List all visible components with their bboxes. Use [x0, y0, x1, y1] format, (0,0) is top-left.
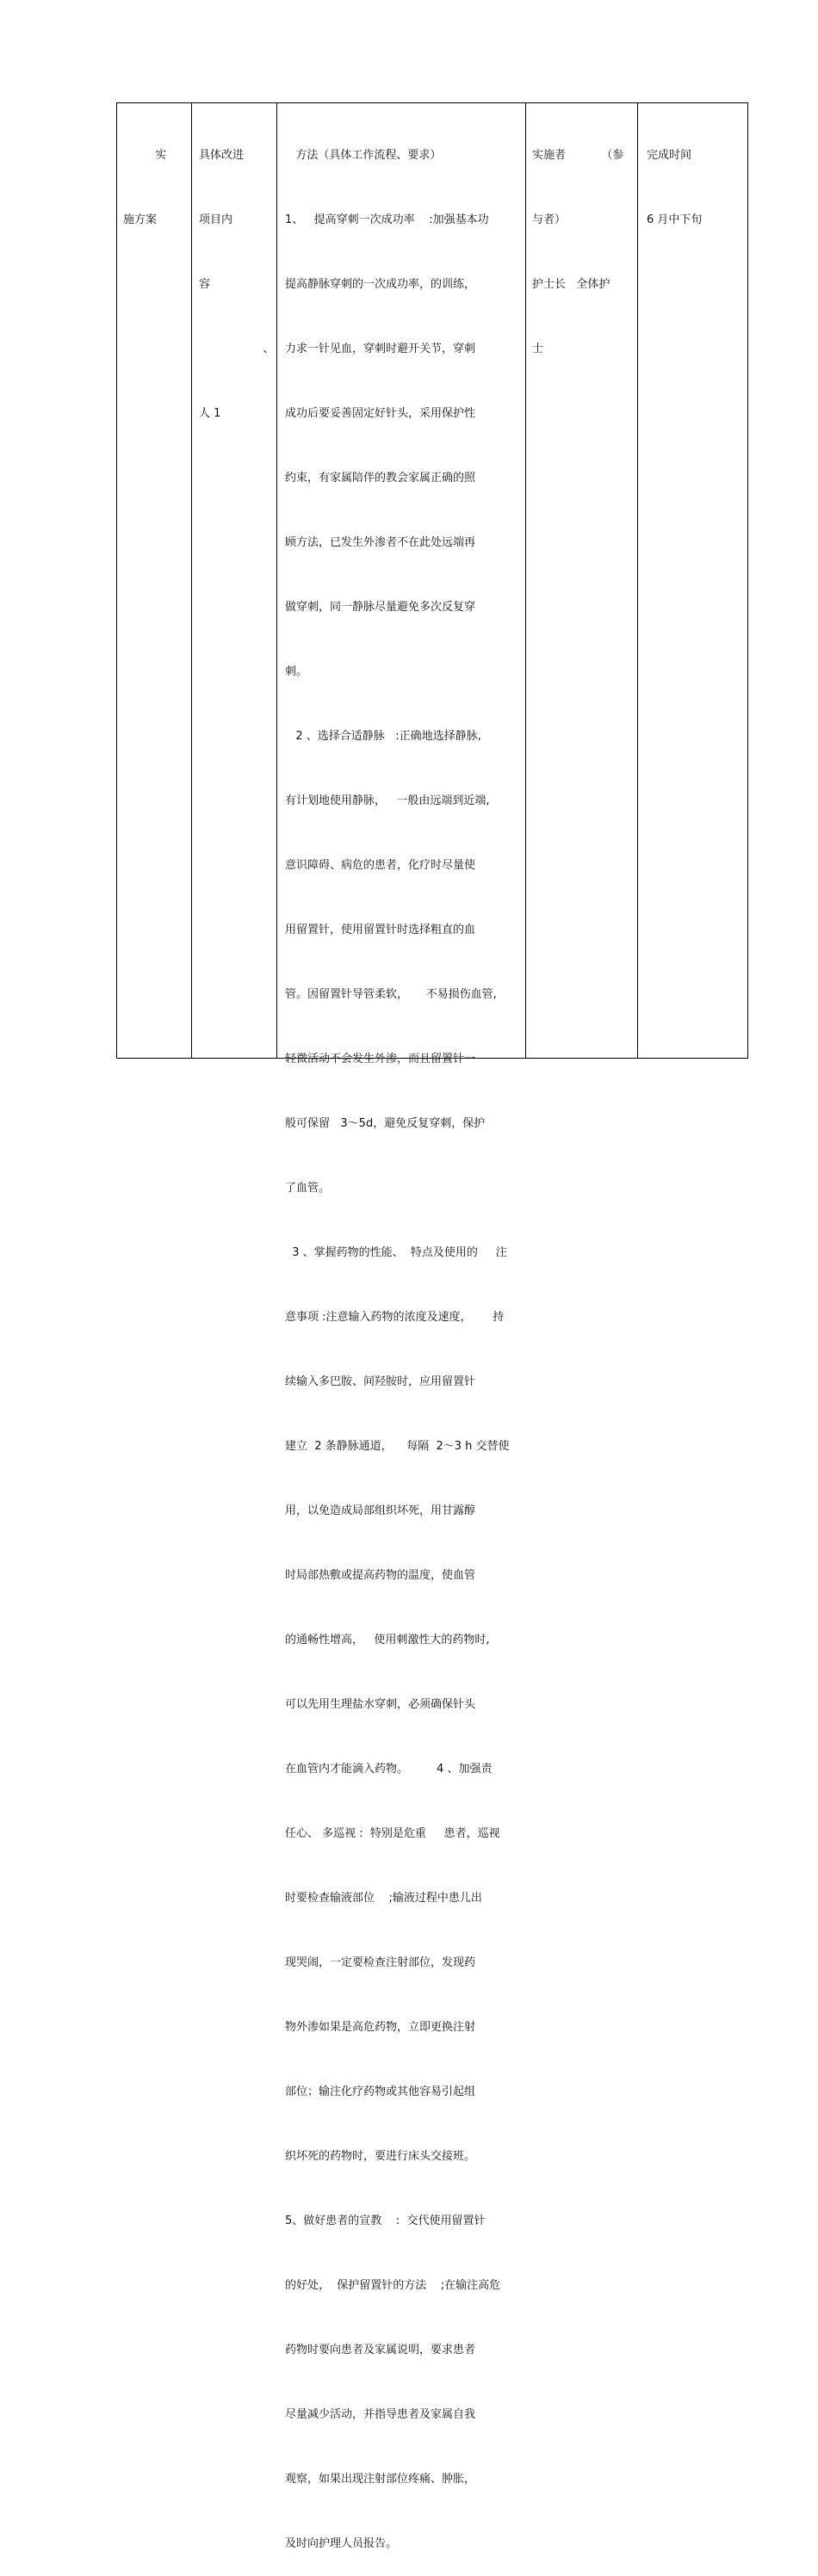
completion-time-line: 完成时间 [647, 149, 692, 162]
improvement-item-line: 项目内 [199, 213, 233, 226]
method-line: 约束，有家属陪伴的教会家属正确的照 [285, 472, 476, 485]
method-line: 可以先用生理盐水穿刺，必须确保针头 [285, 1698, 476, 1711]
method-line: 在血管内才能滴入药物。 4 、加强责 [285, 1763, 493, 1776]
method-line: 织坏死的药物时，要进行床头交接班。 [285, 2150, 476, 2163]
implementer-line: 实施者 （参 [532, 149, 624, 162]
method-line: 方法（具体工作流程、要求） [285, 149, 442, 162]
implementer-line: 护士长 全体护 [532, 278, 610, 291]
method-line: 管。因留置针导管柔软， 不易损伤血管, [285, 988, 497, 1001]
method-line: 的好处， 保护留置针的方法 ;在输注高危 [285, 2279, 501, 2292]
method-line: 3 、掌握药物的性能、 特点及使用的 注 [285, 1246, 507, 1259]
method-line: 顾方法，已发生外渗者不在此处远端再 [285, 536, 476, 549]
method-line: 观察，如果出现注射部位疼痛、肿胀， [285, 2473, 476, 2486]
plan-header-line: 施方案 [123, 213, 158, 226]
improvement-item-line: 、 [199, 343, 275, 355]
method-line: 力求一针见血，穿刺时避开关节，穿刺 [285, 343, 476, 355]
implementer-cell [532, 102, 634, 381]
plan-header-line: 实 [123, 149, 167, 162]
method-line: 时局部热敷或提高药物的温度，使血管 [285, 1569, 476, 1582]
method-line: 成功后要妥善固定好针头，采用保护性 [285, 407, 476, 420]
completion-time-line: 6 月中下旬 [647, 213, 703, 226]
method-line: 部位；输注化疗药物或其他容易引起组 [285, 2085, 476, 2098]
method-line: 意识障碍、病危的患者，化疗时尽量使 [285, 859, 476, 872]
improvement-item-line: 具体改进 [199, 149, 245, 162]
improvement-item-line: 容 [199, 278, 211, 291]
method-line: 般可保留 3～5d，避免反复穿刺，保护 [285, 1117, 486, 1130]
method-line: 药物时要向患者及家属说明，要求患者 [285, 2344, 476, 2357]
method-line: 有计划地使用静脉， 一般由远端到近端, [285, 794, 490, 807]
method-line: 续输入多巴胺、间羟胺时，应用留置针 [285, 1375, 476, 1388]
method-line: 时要检查输液部位 ;输液过程中患儿出 [285, 1892, 482, 1905]
method-line: 轻微活动不会发生外渗，而且留置针一 [285, 1053, 476, 1066]
method-line: 及时向护理人员报告。 [285, 2537, 398, 2550]
method-line: 了血管。 [285, 1182, 331, 1195]
method-line: 1、 提高穿刺一次成功率 :加强基本功 [285, 213, 489, 226]
method-line: 用，以免造成局部组织坏死，用甘露醇 [285, 1504, 476, 1517]
method-line: 建立 2 条静脉通道， 每隔 2～3 h 交替使 [285, 1440, 510, 1453]
method-line: 刺。 [285, 665, 308, 678]
method-line: 物外渗如果是高危药物，立即更换注射 [285, 2021, 476, 2034]
plan-header-cell [123, 102, 189, 252]
method-line: 任心、 多巡视 : 特别是危重 患者，巡视 [285, 1827, 500, 1840]
improvement-item-line: 人 1 [199, 407, 221, 420]
completion-time-cell [647, 102, 743, 252]
method-line: 的通畅性增高， 使用刺激性大的药物时, [285, 1634, 490, 1646]
improvement-item-cell [199, 102, 273, 446]
implementer-line: 与者） [532, 213, 567, 226]
method-line: 2 、选择合适静脉 :正确地选择静脉, [285, 730, 481, 743]
method-line: 5、做好患者的宣教 : 交代使用留置针 [285, 2215, 486, 2227]
method-line: 提高静脉穿刺的一次成功率，的训练， [285, 278, 476, 291]
method-cell [285, 102, 523, 2576]
method-line: 现哭闹，一定要检查注射部位，发现药 [285, 1956, 476, 1969]
method-line: 尽量减少活动，并指导患者及家属自我 [285, 2408, 476, 2421]
method-line: 做穿刺，同一静脉尽量避免多次反复穿 [285, 601, 476, 614]
method-line: 用留置针，使用留置针时选择粗直的血 [285, 924, 476, 936]
method-line: 意事项 :注意输入药物的浓度及速度， 持 [285, 1311, 505, 1324]
implementer-line: 士 [532, 343, 544, 355]
